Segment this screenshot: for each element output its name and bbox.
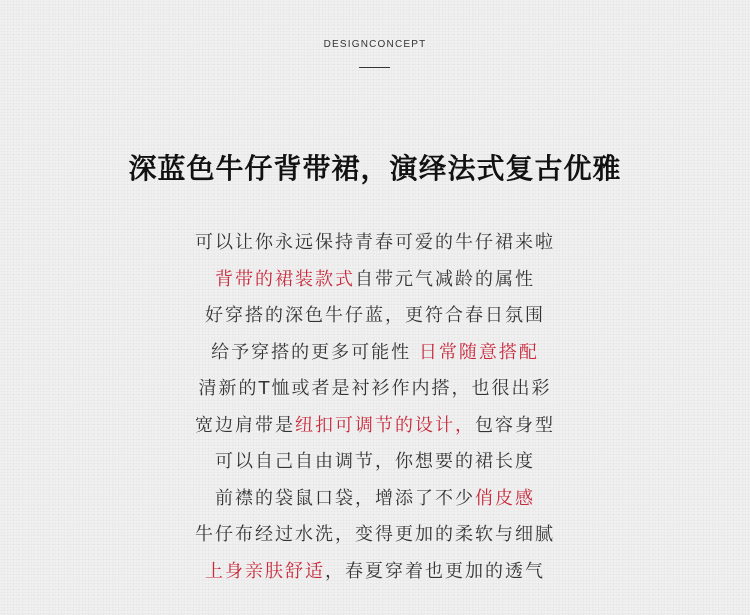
line-highlight: 俏皮感 xyxy=(475,487,535,509)
description-line-8 xyxy=(0,485,750,522)
line-text: 清新的T恤或者是衬衫作内搭，也很出彩 xyxy=(198,378,552,399)
description-line-2 xyxy=(0,266,750,303)
description-line-5 xyxy=(0,375,750,412)
line-text: 好穿搭的深色牛仔蓝，更符合春日氛围 xyxy=(205,305,545,326)
line-text: 可以自己自由调节，你想要的裙长度 xyxy=(215,451,535,472)
line-text: 给予穿搭的更多可能性 xyxy=(211,341,419,363)
line-highlight: 纽扣可调节的设计， xyxy=(295,414,475,436)
line-text-tail: 自带元气减龄的属性 xyxy=(355,268,535,290)
page-title: 深蓝色牛仔背带裙，演绎法式复古优雅 xyxy=(128,151,622,185)
description-line-10 xyxy=(0,558,750,595)
design-concept-kicker: DESIGNCONCEPT xyxy=(323,39,427,50)
description-line-3 xyxy=(0,302,750,339)
description-lines xyxy=(0,229,750,594)
description-line-6 xyxy=(0,412,750,449)
description-line-4 xyxy=(0,339,750,376)
description-line-9 xyxy=(0,521,750,558)
description-line-1 xyxy=(0,229,750,266)
line-text: 宽边肩带是 xyxy=(195,414,295,436)
description-line-7 xyxy=(0,448,750,485)
line-text-tail: 包容身型 xyxy=(475,414,555,436)
line-text: 可以让你永远保持青春可爱的牛仔裙来啦 xyxy=(195,232,555,253)
kicker-divider xyxy=(359,67,390,68)
line-highlight: 背带的裙装款式 xyxy=(215,268,355,290)
line-text: 前襟的袋鼠口袋，增添了不少 xyxy=(215,487,475,509)
line-text: 牛仔布经过水洗，变得更加的柔软与细腻 xyxy=(195,524,555,545)
line-highlight: 上身亲肤舒适 xyxy=(205,560,325,582)
line-text-tail: ，春夏穿着也更加的透气 xyxy=(325,560,545,582)
line-highlight: 日常随意搭配 xyxy=(418,341,539,363)
